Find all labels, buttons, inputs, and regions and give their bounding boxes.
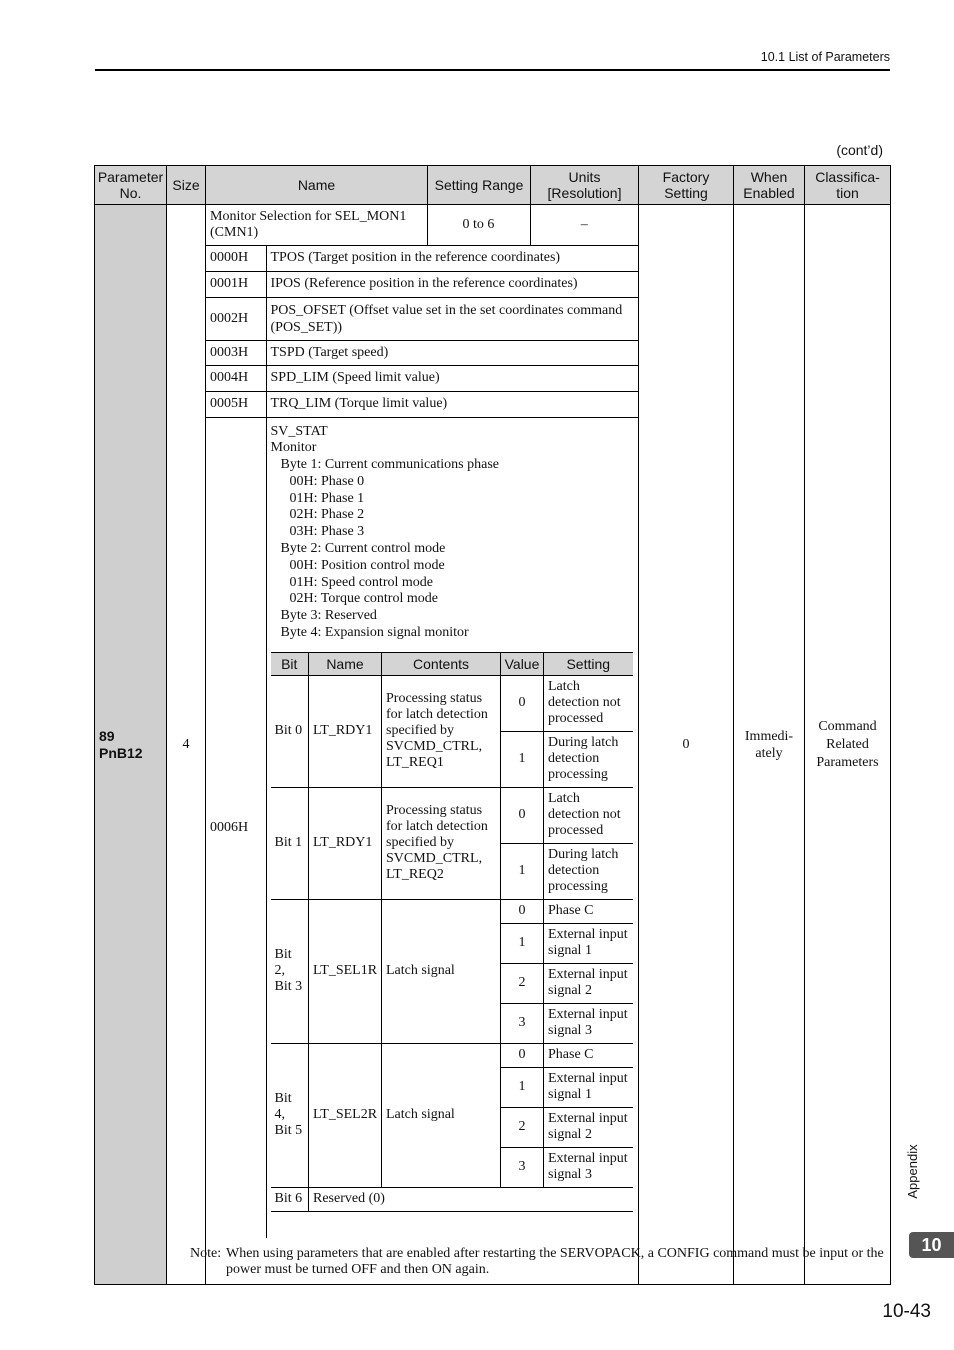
bit-value: 3 [501, 1003, 544, 1043]
code-row [206, 271, 638, 297]
code-value: 0000H [206, 245, 266, 271]
header-factory-setting: Factory Setting [639, 166, 734, 205]
bit-row [271, 787, 633, 843]
side-section-label: Appendix [905, 1144, 920, 1199]
name-cell [206, 205, 639, 1285]
parameter-row [95, 205, 891, 1285]
bit-header-name: Name [309, 652, 382, 675]
bit-row [271, 1187, 633, 1211]
bit-setting: External input signal 3 [544, 1003, 633, 1043]
sv-stat-line: 03H: Phase 3 [289, 524, 365, 540]
bit-value: 1 [501, 923, 544, 963]
parameter-size: 4 [167, 205, 206, 1285]
bit-value: 1 [501, 1067, 544, 1107]
parameter-name: Monitor Selection for SEL_MON1 (CMN1) [206, 205, 427, 245]
bit-setting: During latch detection processing [544, 843, 633, 899]
when-enabled-value: Immedi- ately [734, 205, 805, 1285]
table-header-row [95, 166, 891, 205]
running-header: 10.1 List of Parameters [760, 50, 890, 64]
sv-stat-line: Byte 3: Reserved [280, 608, 377, 624]
bit-header-contents: Contents [382, 652, 501, 675]
bit-contents: Latch signal [382, 899, 501, 1043]
bit-name: LT_RDY1 [309, 787, 382, 899]
bit-setting: External input signal 2 [544, 963, 633, 1003]
bit-setting: Phase C [544, 899, 633, 923]
name-subtable [206, 205, 638, 1238]
header-name: Name [206, 166, 428, 205]
code-description: SPD_LIM (Speed limit value) [266, 365, 638, 391]
note-text: When using parameters that are enabled after restarting the SERVOPACK, a CONFIG command must be input or the power must be turned OFF and then ON again. [226, 1246, 884, 1277]
header-size: Size [167, 166, 206, 205]
bit-setting: Latch detection not processed [544, 675, 633, 731]
header-param-no: Parameter No. [95, 166, 167, 205]
bit-contents: Processing status for latch detection specified by SVCMD_CTRL, LT_REQ1 [382, 675, 501, 787]
sv-stat-line: Byte 4: Expansion signal monitor [280, 625, 469, 641]
bit-header-value: Value [501, 652, 544, 675]
header-setting-range: Setting Range [428, 166, 531, 205]
code-description: IPOS (Reference position in the reference coordinates) [266, 271, 638, 297]
bit-row [271, 675, 633, 731]
code-description: POS_OFSET (Offset value set in the set coordinates command (POS_SET)) [266, 297, 638, 340]
bit-value: 1 [501, 731, 544, 787]
code-row [206, 340, 638, 365]
bit-name: LT_SEL2R [309, 1043, 382, 1187]
sv-stat-line: Byte 2: Current control mode [280, 541, 446, 557]
bit-value: 0 [501, 787, 544, 843]
sv-stat-line: 01H: Speed control mode [289, 574, 433, 590]
header-rule [95, 69, 890, 71]
bit-reserved-description: Reserved (0) [309, 1187, 633, 1211]
code-row [206, 245, 638, 271]
bit-value: 3 [501, 1147, 544, 1187]
parameter-table [94, 165, 891, 1285]
chapter-tab: 10 [909, 1232, 954, 1258]
sv-stat-line: Byte 1: Current communications phase [280, 457, 500, 473]
header-classification: Classifica- tion [805, 166, 891, 205]
bit-setting: External input signal 2 [544, 1107, 633, 1147]
sv-stat-line: 00H: Phase 0 [289, 473, 365, 489]
header-units: Units [Resolution] [531, 166, 639, 205]
bit-row [271, 899, 633, 923]
bit-number: Bit 2, Bit 3 [271, 899, 309, 1043]
bit-setting: During latch detection processing [544, 731, 633, 787]
sv-stat-line: 00H: Position control mode [289, 557, 445, 573]
bit-table [271, 652, 633, 1212]
code-value: 0002H [206, 297, 266, 340]
bit-setting: External input signal 1 [544, 923, 633, 963]
bit-header-bit: Bit [271, 652, 309, 675]
bit-header-setting: Setting [544, 652, 633, 675]
bit-row [271, 1043, 633, 1067]
classification-value: Command Related Parameters [805, 205, 891, 1285]
code-row [206, 297, 638, 340]
sv-stat-description [266, 417, 638, 1238]
code-row [206, 365, 638, 391]
page-number: 10-43 [882, 1301, 931, 1322]
bit-value: 0 [501, 899, 544, 923]
bit-table-header [271, 652, 633, 675]
code-description: TRQ_LIM (Torque limit value) [266, 391, 638, 417]
continued-label: (cont’d) [836, 142, 883, 158]
bit-value: 2 [501, 1107, 544, 1147]
code-value: 0006H [206, 417, 266, 1238]
bit-contents: Latch signal [382, 1043, 501, 1187]
sv-stat-line: Monitor [270, 440, 317, 456]
bit-setting: External input signal 3 [544, 1147, 633, 1187]
bit-setting: Latch detection not processed [544, 787, 633, 843]
bit-number: Bit 6 [271, 1187, 309, 1211]
setting-range-value: 0 to 6 [427, 205, 530, 245]
code-row-sv-stat [206, 417, 638, 1238]
code-row [206, 391, 638, 417]
note-label: Note: [190, 1246, 222, 1261]
parameter-number: 89 PnB12 [95, 205, 167, 1285]
code-value: 0003H [206, 340, 266, 365]
code-description: TPOS (Target position in the reference coordinates) [266, 245, 638, 271]
name-title-row [206, 205, 638, 245]
bit-contents: Processing status for latch detection specified by SVCMD_CTRL, LT_REQ2 [382, 787, 501, 899]
bit-name: LT_SEL1R [309, 899, 382, 1043]
bit-value: 0 [501, 1043, 544, 1067]
sv-stat-line: 02H: Torque control mode [289, 591, 438, 607]
bit-setting: External input signal 1 [544, 1067, 633, 1107]
bit-value: 2 [501, 963, 544, 1003]
sv-stat-line: SV_STAT [270, 423, 328, 439]
units-value: – [530, 205, 638, 245]
bit-number: Bit 0 [271, 675, 309, 787]
header-when-enabled: When Enabled [734, 166, 805, 205]
sv-stat-line: 01H: Phase 1 [289, 490, 365, 506]
code-value: 0005H [206, 391, 266, 417]
bit-value: 1 [501, 843, 544, 899]
code-value: 0001H [206, 271, 266, 297]
bit-number: Bit 4, Bit 5 [271, 1043, 309, 1187]
bit-name: LT_RDY1 [309, 675, 382, 787]
code-value: 0004H [206, 365, 266, 391]
bit-setting: Phase C [544, 1043, 633, 1067]
sv-stat-line: 02H: Phase 2 [289, 507, 365, 523]
code-description: TSPD (Target speed) [266, 340, 638, 365]
bit-value: 0 [501, 675, 544, 731]
bit-number: Bit 1 [271, 787, 309, 899]
factory-setting-value: 0 [639, 205, 734, 1285]
